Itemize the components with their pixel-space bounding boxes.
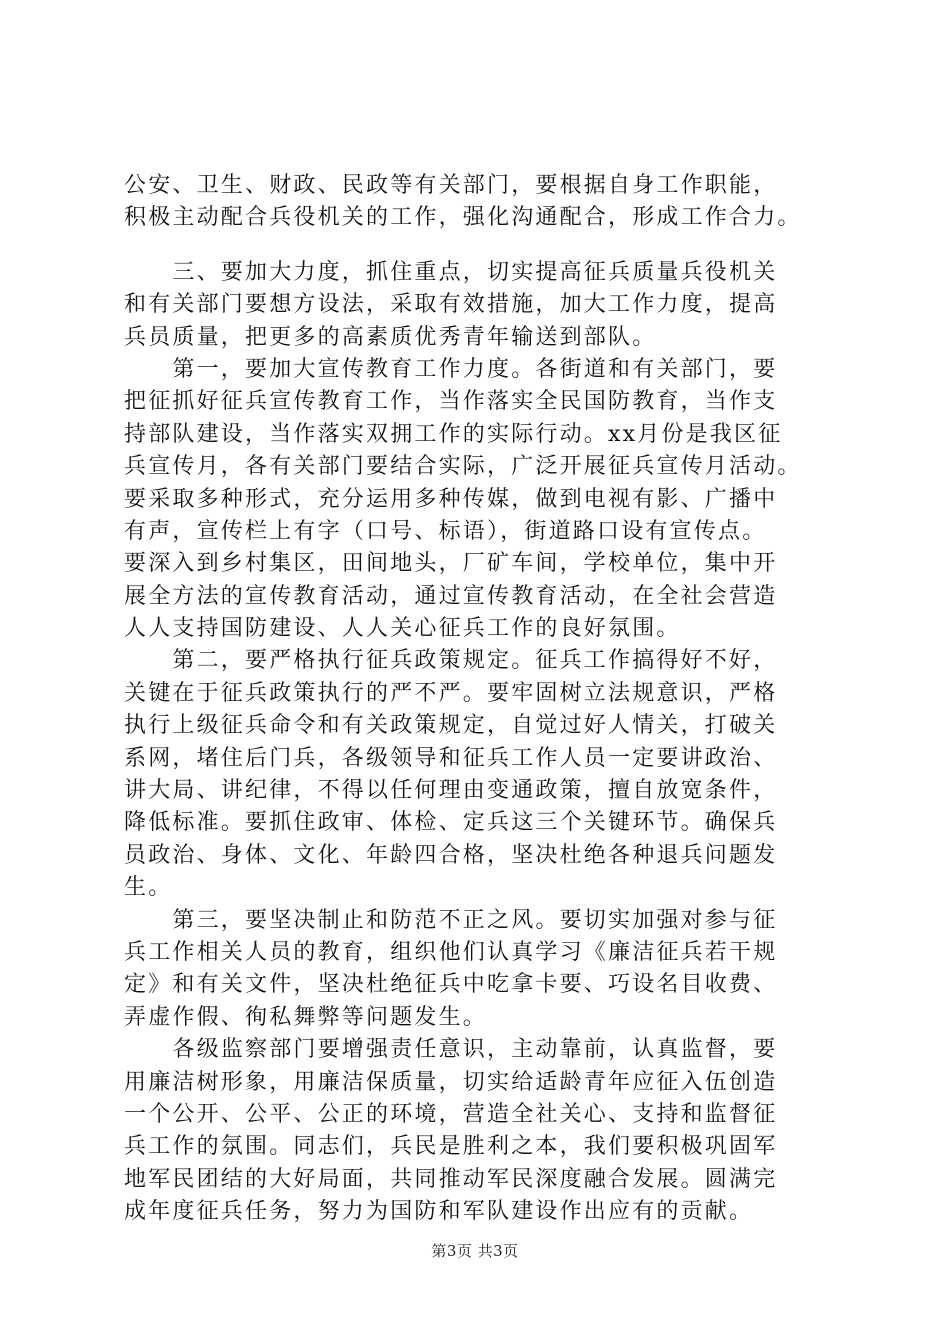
paragraph-gap — [124, 235, 844, 257]
text-line: 持部队建设，当作落实双拥工作的实际行动。xx月份是我区征 — [124, 421, 783, 447]
text-line: 兵员质量，把更多的高素质优秀青年输送到部队。 — [124, 324, 657, 350]
text-line: 系网，堵住后门兵，各级领导和征兵工作人员一定要讲政治、 — [124, 745, 778, 771]
point-one-paragraph — [124, 354, 844, 646]
text-line: 展全方法的宣传教育活动，通过宣传教育活动，在全社会营造 — [124, 583, 778, 609]
text-line: 讲大局、讲纪律，不得以任何理由变通政策，擅自放宽条件， — [124, 778, 778, 804]
page-indicator: 第3页 共3页 — [431, 1242, 519, 1260]
document-body — [124, 170, 844, 1229]
text-line: 三、要加大力度，抓住重点，切实提高征兵质量兵役机关 — [124, 259, 778, 285]
text-line: 兵宣传月，各有关部门要结合实际，广泛开展征兵宣传月活动。 — [124, 454, 802, 480]
text-line: 和有关部门要想方设法，采取有效措施，加大工作力度，提高 — [124, 292, 778, 318]
text-line: 公安、卫生、财政、民政等有关部门，要根据自身工作职能， — [124, 173, 778, 198]
text-line: 第二，要严格执行征兵政策规定。征兵工作搞得好不好， — [124, 648, 778, 674]
text-line: 一个公开、公平、公正的环境，营造全社关心、支持和监督征 — [124, 1101, 778, 1127]
text-line: 地军民团结的大好局面，共同推动军民深度融合发展。圆满完 — [124, 1166, 778, 1192]
text-line: 有声，宣传栏上有字（口号、标语），街道路口设有宣传点。 — [124, 518, 767, 544]
section-three-paragraph — [124, 257, 844, 354]
opening-paragraph — [124, 170, 844, 235]
text-line: 执行上级征兵命令和有关政策规定，自觉过好人情关，打破关 — [124, 713, 778, 739]
text-line: 降低标准。要抓住政审、体检、定兵这三个关键环节。确保兵 — [124, 810, 778, 836]
text-line: 把征抓好征兵宣传教育工作，当作落实全民国防教育，当作支 — [124, 389, 778, 415]
text-line: 生。 — [124, 875, 173, 901]
text-line: 员政治、身体、文化、年龄四合格，坚决杜绝各种退兵问题发 — [124, 842, 778, 868]
text-line: 用廉洁树形象，用廉洁保质量，切实给适龄青年应征入伍创造 — [124, 1069, 778, 1095]
text-line: 第三，要坚决制止和防范不正之风。要切实加强对参与征 — [124, 907, 778, 933]
text-line: 要采取多种形式，充分运用多种传媒，做到电视有影、广播中 — [124, 486, 778, 512]
point-three-paragraph — [124, 905, 844, 1035]
text-line: 要深入到乡村集区，田间地头，厂矿车间，学校单位，集中开 — [124, 551, 778, 577]
point-two-paragraph — [124, 645, 844, 904]
text-line: 第一，要加大宣传教育工作力度。各街道和有关部门，要 — [124, 356, 778, 382]
text-line: 各级监察部门要增强责任意识，主动靠前，认真监督，要 — [124, 1037, 778, 1063]
text-line: 弄虚作假、徇私舞弊等问题发生。 — [124, 1004, 488, 1030]
closing-paragraph — [124, 1034, 844, 1228]
text-line: 定》和有关文件，坚决杜绝征兵中吃拿卡要、巧设名目收费、 — [124, 972, 778, 998]
text-line: 积极主动配合兵役机关的工作，强化沟通配合，形成工作合力。 — [124, 205, 802, 231]
text-line: 兵工作相关人员的教育，组织他们认真学习《廉洁征兵若干规 — [124, 939, 778, 965]
text-line: 成年度征兵任务，努力为国防和军队建设作出应有的贡献。 — [124, 1199, 754, 1225]
text-line: 人人支持国防建设、人人关心征兵工作的良好氛围。 — [124, 616, 681, 642]
text-line: 兵工作的氛围。同志们，兵民是胜利之本，我们要积极巩固军 — [124, 1134, 778, 1160]
page-footer — [0, 1240, 950, 1261]
text-line: 关键在于征兵政策执行的严不严。要牢固树立法规意识，严格 — [124, 680, 778, 706]
